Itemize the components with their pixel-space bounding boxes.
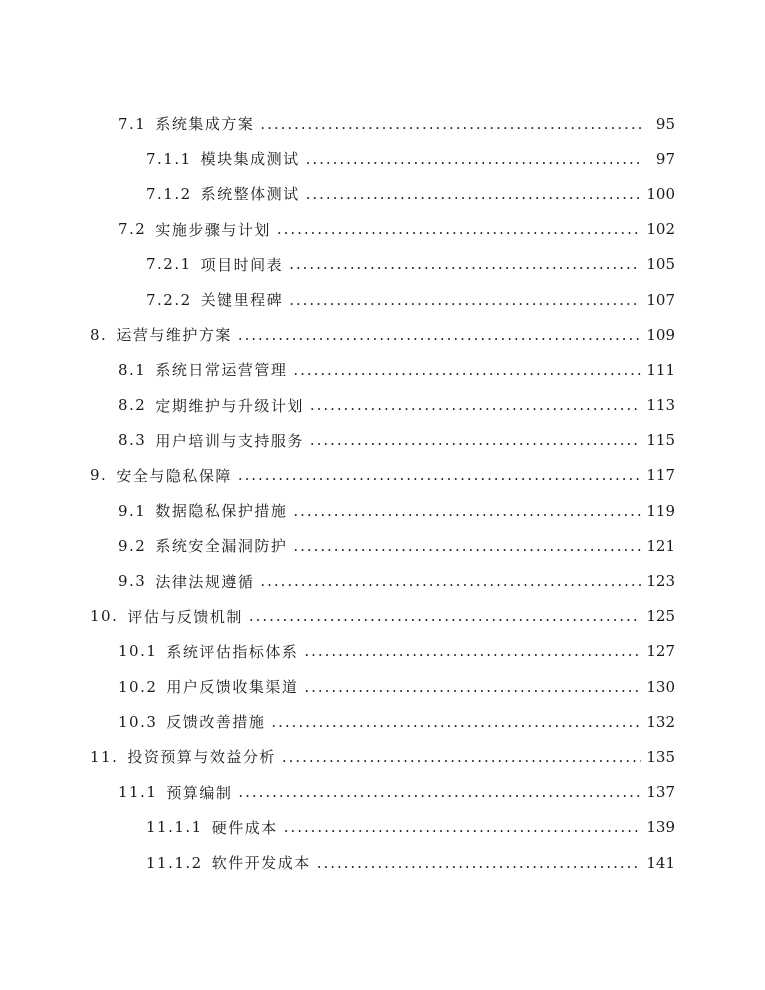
toc-leader-dots: [310, 431, 641, 449]
toc-number: 9.1: [118, 501, 147, 520]
toc-number: 7.2: [118, 220, 147, 239]
toc-entry-9[interactable]: [0, 458, 765, 493]
toc-page-number: 141: [646, 853, 675, 872]
toc-page-number: 113: [646, 396, 675, 415]
toc-leader-dots: [310, 396, 641, 414]
toc-page-number: 125: [646, 607, 675, 626]
toc-page-number: 111: [646, 360, 675, 379]
table-of-contents: [0, 106, 765, 880]
toc-leader-dots: [304, 678, 641, 696]
toc-entry-11[interactable]: [0, 739, 765, 774]
toc-title: 数据隐私保护措施: [155, 502, 288, 521]
toc-entry-10-1[interactable]: [0, 634, 765, 669]
toc-entry-7-2-2[interactable]: [0, 282, 765, 317]
toc-page-number: 117: [646, 466, 675, 485]
toc-title: 实施步骤与计划: [155, 220, 271, 239]
toc-page-number: 135: [646, 747, 675, 766]
toc-page-number: 132: [646, 712, 675, 731]
toc-page-number: 100: [646, 184, 675, 203]
toc-entry-7-1-1[interactable]: [0, 141, 765, 176]
toc-leader-dots: [249, 607, 641, 625]
toc-leader-dots: [238, 326, 641, 344]
toc-entry-8-2[interactable]: [0, 388, 765, 423]
toc-number: 7.1: [118, 114, 147, 133]
toc-page-number: 139: [646, 818, 675, 837]
toc-page-number: 119: [646, 501, 675, 520]
toc-number: 11.: [90, 747, 119, 766]
toc-title: 法律法规遵循: [155, 572, 255, 591]
toc-page-number: 97: [655, 149, 675, 168]
toc-leader-dots: [282, 748, 641, 766]
toc-number: 7.1.1: [146, 149, 192, 168]
toc-entry-10-2[interactable]: [0, 669, 765, 704]
toc-title: 系统整体测试: [200, 185, 300, 204]
toc-entry-9-3[interactable]: [0, 563, 765, 598]
toc-page-number: 105: [646, 255, 675, 274]
toc-leader-dots: [238, 783, 641, 801]
toc-entry-10[interactable]: [0, 599, 765, 634]
toc-title: 系统日常运营管理: [155, 361, 288, 380]
toc-number: 8.3: [118, 431, 147, 450]
toc-page-number: 127: [646, 642, 675, 661]
toc-number: 8.2: [118, 396, 147, 415]
toc-entry-8[interactable]: [0, 317, 765, 352]
toc-title: 投资预算与效益分析: [127, 748, 276, 767]
toc-title: 硬件成本: [211, 818, 278, 837]
toc-entry-7-1-2[interactable]: [0, 176, 765, 211]
toc-entry-9-1[interactable]: [0, 493, 765, 528]
toc-leader-dots: [271, 713, 641, 731]
toc-number: 9.2: [118, 536, 147, 555]
toc-entry-7-1[interactable]: [0, 106, 765, 141]
toc-leader-dots: [277, 220, 641, 238]
toc-entry-9-2[interactable]: [0, 528, 765, 563]
toc-title: 安全与隐私保障: [116, 466, 232, 485]
toc-title: 模块集成测试: [200, 150, 300, 169]
toc-number: 7.1.2: [146, 184, 192, 203]
toc-leader-dots: [293, 361, 641, 379]
toc-page-number: 121: [646, 536, 675, 555]
toc-title: 软件开发成本: [211, 854, 311, 873]
toc-number: 8.: [90, 325, 108, 344]
toc-leader-dots: [284, 818, 641, 836]
toc-number: 11.1.1: [146, 818, 203, 837]
toc-title: 关键里程碑: [200, 291, 284, 310]
toc-title: 用户反馈收集渠道: [166, 678, 299, 697]
toc-page-number: 95: [655, 114, 675, 133]
toc-entry-11-1-2[interactable]: [0, 845, 765, 880]
toc-number: 7.2.2: [146, 290, 192, 309]
toc-title: 预算编制: [166, 783, 233, 802]
toc-number: 9.3: [118, 572, 147, 591]
toc-leader-dots: [260, 115, 641, 133]
toc-page-number: 137: [646, 783, 675, 802]
toc-number: 10.2: [118, 677, 158, 696]
toc-number: 10.1: [118, 642, 158, 661]
toc-title: 运营与维护方案: [116, 326, 232, 345]
toc-page-number: 115: [646, 431, 675, 450]
toc-number: 11.1: [118, 783, 158, 802]
toc-page-number: 130: [646, 677, 675, 696]
toc-entry-8-1[interactable]: [0, 352, 765, 387]
toc-leader-dots: [260, 572, 641, 590]
toc-number: 10.3: [118, 712, 158, 731]
toc-number: 8.1: [118, 360, 147, 379]
toc-title: 系统评估指标体系: [166, 642, 299, 661]
toc-page-number: 102: [646, 220, 675, 239]
toc-page-number: 109: [646, 325, 675, 344]
toc-number: 10.: [90, 607, 119, 626]
toc-page-number: 123: [646, 572, 675, 591]
toc-title: 评估与反馈机制: [127, 607, 243, 626]
toc-leader-dots: [306, 185, 641, 203]
toc-entry-11-1[interactable]: [0, 775, 765, 810]
toc-title: 反馈改善措施: [166, 713, 266, 732]
toc-number: 9.: [90, 466, 108, 485]
toc-leader-dots: [317, 854, 641, 872]
toc-entry-8-3[interactable]: [0, 423, 765, 458]
toc-leader-dots: [306, 150, 641, 168]
toc-leader-dots: [293, 537, 641, 555]
toc-entry-7-2-1[interactable]: [0, 247, 765, 282]
toc-leader-dots: [293, 502, 641, 520]
toc-title: 系统安全漏洞防护: [155, 537, 288, 556]
toc-title: 项目时间表: [200, 255, 284, 274]
toc-leader-dots: [289, 291, 641, 309]
toc-leader-dots: [304, 642, 641, 660]
toc-number: 11.1.2: [146, 853, 203, 872]
toc-entry-10-3[interactable]: [0, 704, 765, 739]
toc-title: 用户培训与支持服务: [155, 431, 304, 450]
toc-title: 定期维护与升级计划: [155, 396, 304, 415]
toc-entry-7-2[interactable]: [0, 212, 765, 247]
toc-entry-11-1-1[interactable]: [0, 810, 765, 845]
toc-leader-dots: [289, 255, 641, 273]
toc-title: 系统集成方案: [155, 115, 255, 134]
toc-number: 7.2.1: [146, 255, 192, 274]
toc-leader-dots: [238, 466, 641, 484]
toc-page-number: 107: [646, 290, 675, 309]
